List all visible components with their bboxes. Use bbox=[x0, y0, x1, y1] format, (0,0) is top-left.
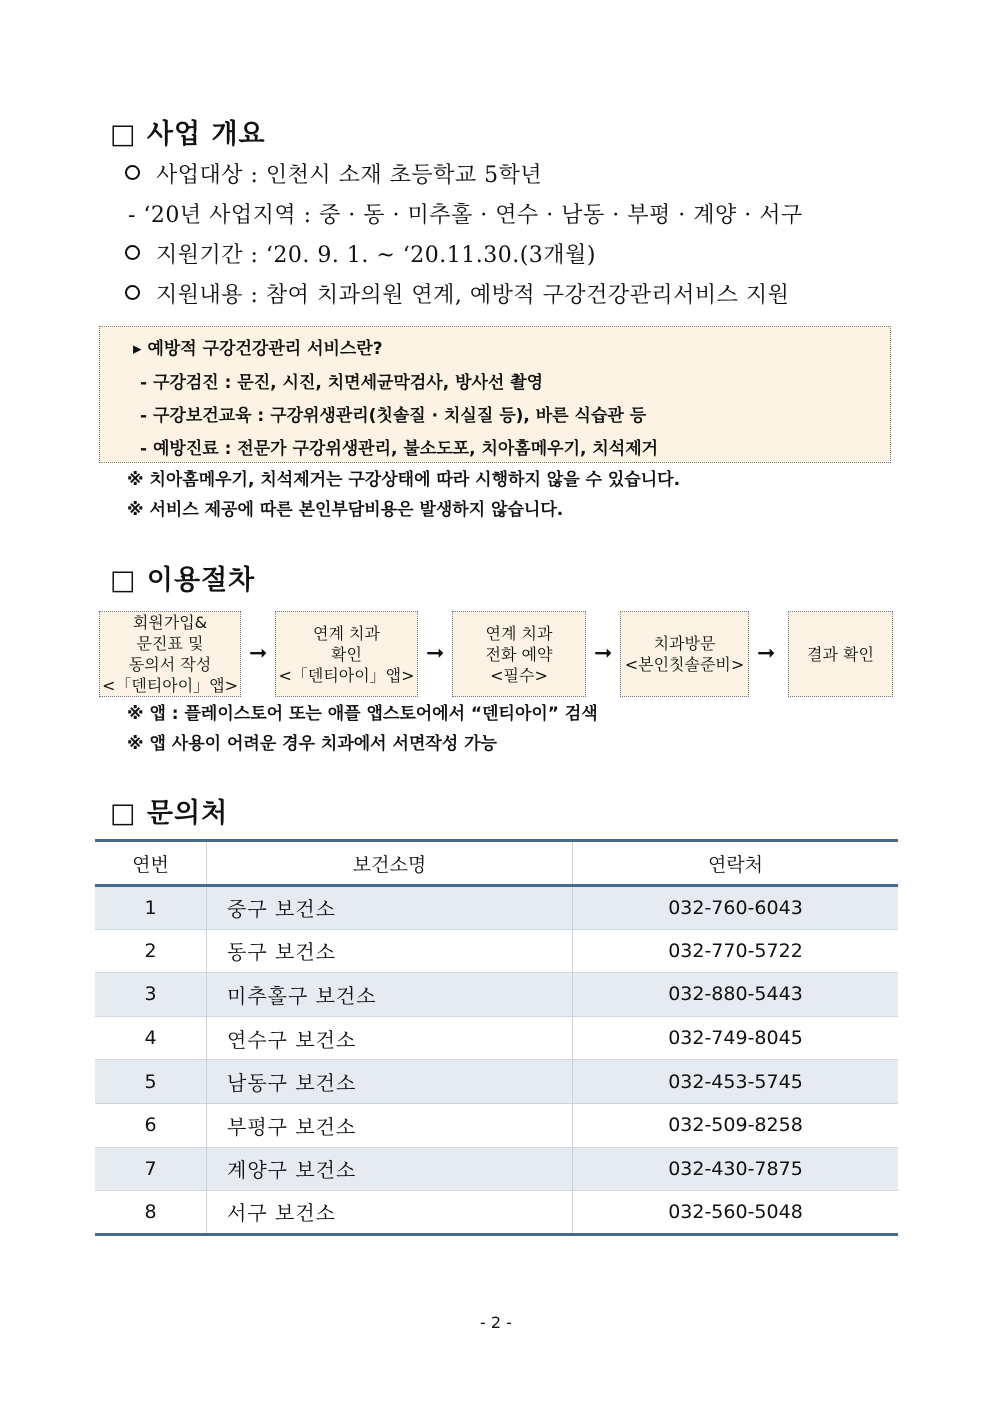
row-number: 4 bbox=[95, 1016, 207, 1060]
table-row bbox=[95, 886, 898, 930]
overview-item-text: - ‘20년 사업지역 : 중 · 동 · 미추홀 · 연수 · 남동 · 부평 · 계양 · 서구 bbox=[128, 203, 803, 228]
row-center-name: 서구 보건소 bbox=[207, 1191, 573, 1235]
overview-note: ※ 서비스 제공에 따른 본인부담비용은 발생하지 않습니다. bbox=[127, 500, 564, 520]
row-center-name: 부평구 보건소 bbox=[207, 1103, 573, 1147]
contact-table-header bbox=[95, 841, 898, 886]
row-phone: 032-453-5745 bbox=[668, 1070, 803, 1093]
section-title-contact: □ 문의처 bbox=[110, 798, 229, 829]
row-center-name: 중구 보건소 bbox=[207, 886, 573, 930]
row-number: 7 bbox=[95, 1147, 207, 1191]
page-number: - 2 - bbox=[480, 1313, 512, 1332]
procedure-note: ※ 앱 사용이 어려운 경우 치과에서 서면작성 가능 bbox=[127, 734, 497, 754]
table-row bbox=[95, 1103, 898, 1147]
header-phone: 연락처 bbox=[707, 853, 764, 876]
table-row bbox=[95, 1191, 898, 1235]
overview-item-text: 지원내용 : 참여 치과의원 연계, 예방적 구강건강관리서비스 지원 bbox=[156, 283, 790, 308]
table-row bbox=[95, 1060, 898, 1104]
header-center-name: 보건소명 bbox=[207, 841, 573, 886]
row-phone: 032-770-5722 bbox=[668, 939, 803, 962]
row-phone: 032-749-8045 bbox=[668, 1027, 803, 1050]
row-phone: 032-509-8258 bbox=[668, 1114, 803, 1137]
overview-note: ※ 치아홈메우기, 치석제거는 구강상태에 따라 시행하지 않을 수 있습니다. bbox=[127, 470, 681, 490]
overview-item-text: 지원기간 : ‘20. 9. 1. ~ ‘20.11.30.(3개월) bbox=[156, 243, 596, 268]
overview-item-content bbox=[125, 278, 789, 309]
row-phone: 032-760-6043 bbox=[668, 896, 803, 919]
row-number: 6 bbox=[95, 1103, 207, 1147]
service-info-heading: ▸ 예방적 구강건강관리 서비스란? bbox=[133, 339, 383, 359]
contact-table bbox=[95, 839, 898, 1236]
row-phone: 032-880-5443 bbox=[668, 983, 803, 1006]
row-center-name: 동구 보건소 bbox=[207, 929, 573, 973]
procedure-step-result: 결과 확인 bbox=[788, 611, 893, 697]
table-row bbox=[95, 973, 898, 1017]
table-row bbox=[95, 929, 898, 973]
service-info-box bbox=[99, 326, 891, 463]
header-number: 연번 bbox=[95, 841, 207, 886]
row-number: 8 bbox=[95, 1191, 207, 1235]
row-center-name: 계양구 보건소 bbox=[207, 1147, 573, 1191]
arrow-right-icon: ➞ bbox=[426, 641, 445, 666]
section-title-overview: □ 사업 개요 bbox=[110, 119, 266, 150]
procedure-step-reservation: 연계 치과 전화 예약 <필수> bbox=[452, 611, 586, 697]
circle-bullet-icon bbox=[125, 245, 140, 260]
service-info-row: - 구강보건교육 : 구강위생관리(칫솔질 · 치실질 등), 바른 식습관 등 bbox=[140, 406, 647, 426]
row-phone: 032-560-5048 bbox=[668, 1200, 803, 1223]
circle-bullet-icon bbox=[125, 165, 140, 180]
table-row bbox=[95, 1016, 898, 1060]
procedure-step-visit: 치과방문 <본인칫솔준비> bbox=[620, 611, 749, 697]
table-row bbox=[95, 1147, 898, 1191]
row-number: 3 bbox=[95, 973, 207, 1017]
service-info-row: - 구강검진 : 문진, 시진, 치면세균막검사, 방사선 촬영 bbox=[140, 373, 544, 393]
procedure-step-signup: 회원가입& 문진표 및 동의서 작성 <「덴티아이」앱> bbox=[99, 611, 241, 697]
overview-item-target bbox=[125, 158, 542, 189]
procedure-step-check-clinic: 연계 치과 확인 <「덴티아이」앱> bbox=[275, 611, 418, 697]
row-number: 5 bbox=[95, 1060, 207, 1104]
arrow-right-icon: ➞ bbox=[757, 641, 776, 666]
circle-bullet-icon bbox=[125, 285, 140, 300]
overview-item-period bbox=[125, 238, 596, 269]
section-title-procedure: □ 이용절차 bbox=[110, 565, 256, 596]
row-center-name: 남동구 보건소 bbox=[207, 1060, 573, 1104]
procedure-note: ※ 앱 : 플레이스토어 또는 애플 앱스토어에서 “덴티아이” 검색 bbox=[127, 704, 598, 724]
row-number: 1 bbox=[95, 886, 207, 930]
arrow-right-icon: ➞ bbox=[249, 641, 268, 666]
row-center-name: 연수구 보건소 bbox=[207, 1016, 573, 1060]
overview-item-text: 사업대상 : 인천시 소재 초등학교 5학년 bbox=[156, 163, 543, 188]
row-center-name: 미추홀구 보건소 bbox=[207, 973, 573, 1017]
service-info-row: - 예방진료 : 전문가 구강위생관리, 불소도포, 치아홈메우기, 치석제거 bbox=[140, 439, 659, 459]
arrow-right-icon: ➞ bbox=[594, 641, 613, 666]
row-number: 2 bbox=[95, 929, 207, 973]
row-phone: 032-430-7875 bbox=[668, 1157, 803, 1180]
overview-item-region bbox=[128, 198, 803, 229]
